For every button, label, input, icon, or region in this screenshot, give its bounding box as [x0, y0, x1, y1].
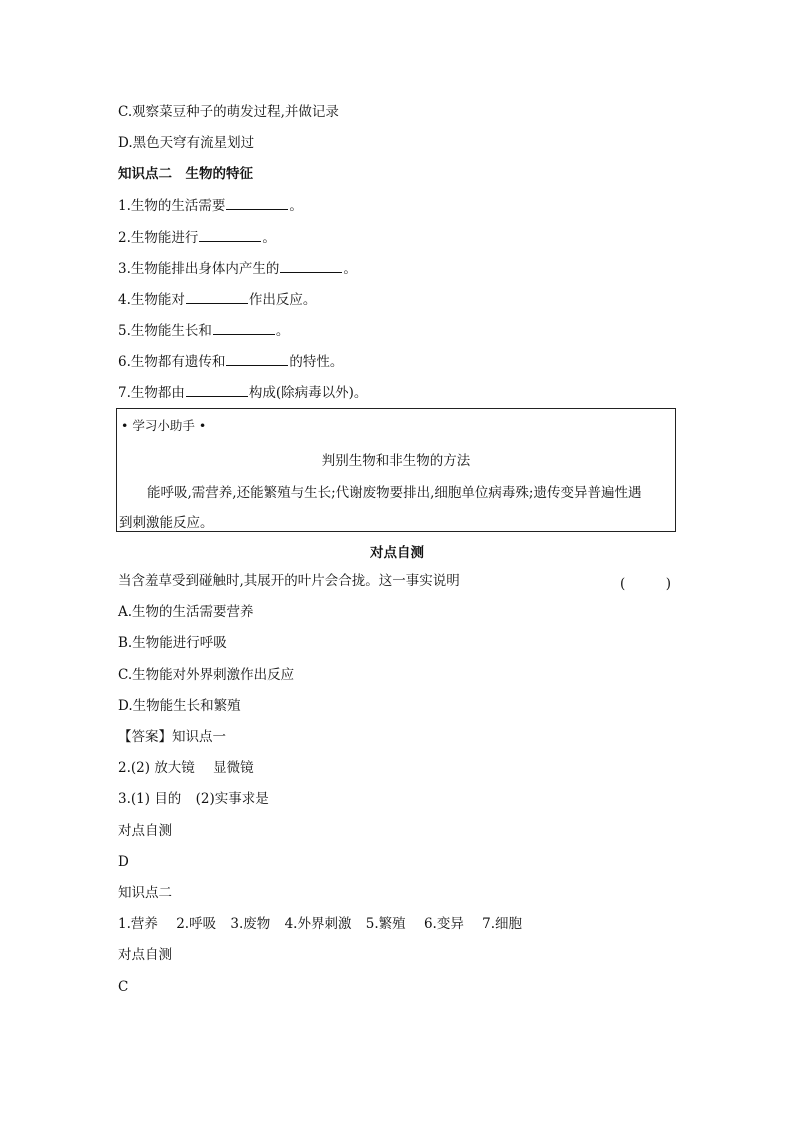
feature-item-7-pre: 7.生物都由 — [118, 385, 185, 401]
answer-line-2 — [118, 759, 254, 777]
answer-3-value-2: (2)实事求是 — [195, 791, 269, 807]
helper-text-line-1: 能呼吸,需营养,还能繁殖与生长;代谢废物要排出,细胞单位病毒殊;遗传变异普遍性遇 — [147, 485, 642, 501]
answer-2-value-2: 显微镜 — [213, 760, 254, 776]
feature-item-6-pre: 6.生物都有遗传和 — [118, 354, 226, 370]
answers-header: 【答案】知识点一 — [118, 729, 226, 745]
question-text: 当含羞草受到碰触时,其展开的叶片会合拢。这一事实说明 — [118, 573, 460, 589]
k2-answer-1: 1.营养 — [118, 916, 158, 932]
choice-a[interactable]: A.生物的生活需要营养 — [118, 604, 254, 620]
feature-item-2 — [118, 228, 276, 247]
feature-item-2-pre: 2.生物能进行 — [118, 230, 199, 246]
feature-item-4-pre: 4.生物能对 — [118, 292, 185, 308]
answer-bracket[interactable]: ( ) — [620, 576, 672, 592]
k2-answer-6: 6.变异 — [423, 916, 464, 932]
self-test-title: 对点自测 — [370, 545, 424, 561]
answer-3-value-1: 目的 — [154, 791, 182, 807]
helper-text-line-2: 到刺激能反应。 — [119, 515, 214, 531]
feature-item-7 — [118, 383, 367, 402]
feature-item-5-post: 。 — [275, 323, 290, 339]
self-test-1-label: 对点自测 — [118, 823, 172, 839]
feature-item-1 — [118, 196, 303, 215]
answer-2-number: 2.(2) — [118, 760, 151, 776]
option-c: C.观察菜豆种子的萌发过程,并做记录 — [118, 104, 339, 120]
knowledge-point-2-answers — [118, 915, 522, 933]
answer-blank[interactable] — [226, 196, 288, 210]
helper-tag: • 学习小助手 • — [121, 418, 207, 433]
answer-blank[interactable] — [226, 352, 288, 366]
feature-item-1-post: 。 — [289, 198, 303, 214]
feature-item-6-post: 的特性。 — [289, 354, 344, 370]
answer-blank[interactable] — [280, 259, 342, 273]
feature-item-2-post: 。 — [262, 230, 276, 246]
feature-item-1-pre: 1.生物的生活需要 — [118, 198, 226, 214]
option-d: D.黑色天穹有流星划过 — [118, 135, 255, 151]
choice-d[interactable]: D.生物能生长和繁殖 — [118, 698, 241, 714]
answer-blank[interactable] — [186, 383, 248, 397]
helper-title: 判别生物和非生物的方法 — [321, 453, 471, 469]
k2-answer-5: 5.繁殖 — [365, 916, 406, 932]
k2-answer-3: 3.废物 — [230, 916, 271, 932]
feature-item-5-pre: 5.生物能生长和 — [118, 323, 212, 339]
answer-blank[interactable] — [213, 321, 275, 335]
k2-answer-2: 2.呼吸 — [176, 916, 217, 932]
feature-item-4 — [118, 290, 316, 309]
self-test-1-answer: D — [118, 854, 129, 870]
section-heading: 知识点二 生物的特征 — [118, 166, 253, 182]
k2-answer-7: 7.细胞 — [482, 916, 523, 932]
feature-item-6 — [118, 352, 343, 371]
choice-b[interactable]: B.生物能进行呼吸 — [118, 635, 227, 651]
feature-item-5 — [118, 321, 289, 340]
study-helper-box — [116, 408, 676, 532]
k2-answer-4: 4.外界刺激 — [284, 916, 352, 932]
feature-item-3 — [118, 259, 357, 278]
self-test-2-label: 对点自测 — [118, 947, 172, 963]
answer-line-3 — [118, 790, 269, 808]
feature-item-3-post: 。 — [343, 261, 357, 277]
self-test-2-answer: C — [118, 979, 129, 995]
answer-2-value-1: 放大镜 — [154, 760, 195, 776]
feature-item-4-post: 作出反应。 — [248, 292, 317, 308]
knowledge-point-2-label: 知识点二 — [118, 885, 172, 901]
feature-item-7-post: 构成(除病毒以外)。 — [248, 385, 368, 401]
answer-blank[interactable] — [199, 228, 261, 242]
answer-3-number: 3.(1) — [118, 791, 151, 807]
feature-item-3-pre: 3.生物能排出身体内产生的 — [118, 261, 280, 277]
answer-blank[interactable] — [186, 290, 248, 304]
choice-c[interactable]: C.生物能对外界刺激作出反应 — [118, 667, 295, 683]
